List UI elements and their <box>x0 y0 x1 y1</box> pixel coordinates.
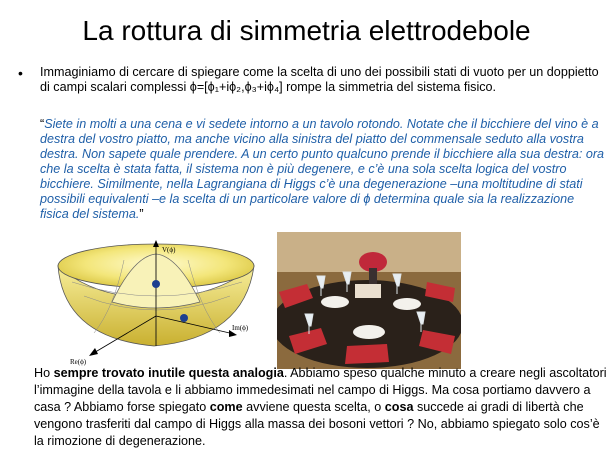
intro-paragraph: Immaginiamo di cercare di spiegare come la scelta di uno dei possibili stati di vuoto per un doppietto di campi scalari complessi ϕ=[ϕ₁+iϕ₂,ϕ₃+iϕ₄] rompe la simmetria del sistema fisico. <box>40 65 599 94</box>
mexican-hat-potential-figure <box>54 238 266 373</box>
re-axis-arrowhead <box>89 348 98 356</box>
re-axis-label: Re(ϕ) <box>70 358 87 366</box>
conclusion-text: succede ai gradi di libertà che vengono trasferiti dal campo di Higgs alla massa dei bosoni vettori ? No, abbiamo spiegato solo cos’è la rimozione di degenerazione. <box>34 400 600 448</box>
quote-paragraph <box>40 117 606 222</box>
im-axis-label: Im(ϕ) <box>232 324 249 332</box>
unstable-ball <box>152 280 160 288</box>
place-card <box>355 284 381 298</box>
conclusion-text: . Abbiamo speso qualche minuto a creare negli ascoltatori l’immagine della tavola e li abbiamo immedesimati nel campo di Higgs. Ma cosa portiamo davvero a casa ? Abbiamo forse spiegato <box>34 366 607 414</box>
conclusion-text: avviene questa scelta, o <box>242 400 385 414</box>
slide-title: La rottura di simmetria elettrodebole <box>82 15 531 46</box>
dinner-plate <box>321 296 349 308</box>
quote-text: Siete in molti a una cena e vi sedete intorno a un tavolo rotondo. Notate che il bicchiere del vino è a destra del vostro piatto, ma anche vicino alla sinistra del piatto del commensale seduto alla vostra destra. Non sapete quale prendere. A un certo punto qualcuno prende il bicchiere alla sua destra: ora che la scelta è stata fatta, il sistema non è più degenere, e c’è una sola scelta logica del vostro bicchiere. Similmente, nella Lagrangiana di Higgs c’è una degenerazione –una moltitudine di stati possibili equivalenti –e la scelta di un particolare valore di ϕ determina quale sia la realizzazione fisica del sistema. <box>40 117 605 221</box>
dinner-table-photo <box>277 232 461 369</box>
conclusion-emphasis: cosa <box>384 400 414 414</box>
v-axis-label: V(ϕ) <box>162 246 176 254</box>
red-napkin <box>345 344 389 364</box>
dinner-plate <box>353 325 385 339</box>
v-axis-arrowhead <box>153 240 159 247</box>
quote-open-mark: “ <box>40 117 45 131</box>
vacuum-ball <box>180 314 188 322</box>
conclusion-emphasis: come <box>209 400 243 414</box>
bullet-marker: • <box>18 65 23 81</box>
dinner-plate <box>393 298 421 310</box>
quote-close-mark: ” <box>139 207 144 221</box>
conclusion-emphasis: sempre trovato inutile questa analogia <box>53 366 284 380</box>
conclusion-text: Ho <box>34 366 54 380</box>
conclusion-paragraph <box>34 365 609 450</box>
